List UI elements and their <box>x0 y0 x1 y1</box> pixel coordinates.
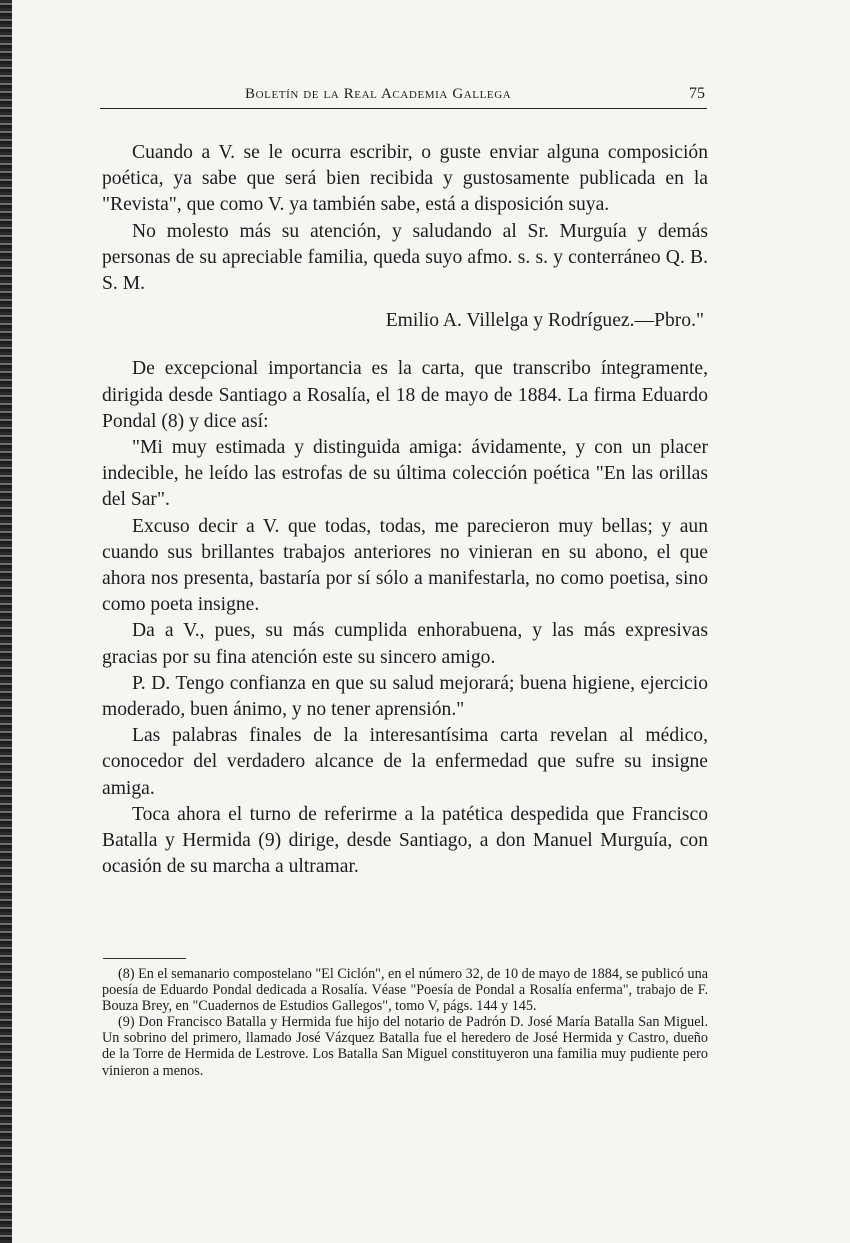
paragraph: Toca ahora el turno de referirme a la patética despedida que Francisco Batalla y Hermida (9) dirige, desde Santiago, a don Manuel Murguía, con ocasión de su marcha a ultramar. <box>102 803 708 878</box>
paragraph: Cuando a V. se le ocurra escribir, o guste enviar alguna composición poética, ya sabe que será bien recibida y gustosamente publicada en la "Revista", que como V. ya también sabe, está a disposición suya. <box>102 142 708 216</box>
paragraph: De excepcional importancia es la carta, que transcribo íntegramente, dirigida desde Santiago a Rosalía, el 18 de mayo de 1884. La firma Eduardo Pondal (8) y dice así: <box>102 358 708 432</box>
paragraph: Las palabras finales de la interesantísima carta revelan al médico, conocedor del verdadero alcance de la enfermedad que sufre su insigne amiga. <box>102 725 708 799</box>
running-title: Boletín de la Real Academia Gallega <box>245 86 512 102</box>
running-header <box>100 82 707 109</box>
footnote: (8) En el semanario compostelano "El Ciclón", en el número 32, de 10 de mayo de 1884, se publicó una poesía de Eduardo Pondal dedicada a Rosalía. Véase "Poesía de Pondal a Rosalía enferma", trabajo de F. Bouza Brey, en "Cuadernos de Estudios Gallegos", tomo V, págs. 144 y 145. <box>102 966 708 1015</box>
paragraph: Excuso decir a V. que todas, todas, me parecieron muy bellas; y aun cuando sus brillantes trabajos anteriores no vinieran en su abono, el que ahora nos presenta, bastaría por sí sólo a manifestarla, no como poetisa, sino como poeta insigne. <box>102 515 708 616</box>
footnote: (9) Don Francisco Batalla y Hermida fue hijo del notario de Padrón D. José María Batalla San Miguel. Un sobrino del primero, llamado José Vázquez Batalla fue el heredero de José Hermida y Castro, dueño de la Torre de Hermida de Lestrove. Los Batalla San Miguel constituyeron una familia muy pudiente pero vinieron a menos. <box>102 1014 708 1079</box>
letter-signature: Emilio A. Villelga y Rodríguez.—Pbro." <box>385 310 704 332</box>
page-number: 75 <box>689 85 705 102</box>
footnote-divider <box>103 958 186 959</box>
main-text <box>102 140 708 880</box>
paragraph: P. D. Tengo confianza en que su salud mejorará; buena higiene, ejercicio moderado, buen ánimo, y no tener aprensión." <box>102 672 708 721</box>
paragraph: No molesto más su atención, y saludando al Sr. Murguía y demás personas de su apreciable familia, queda suyo afmo. s. s. y conterráneo Q. B. S. M. <box>102 220 708 295</box>
footnotes <box>102 966 708 1079</box>
paragraph: "Mi muy estimada y distinguida amiga: ávidamente, y con un placer indecible, he leído las estrofas de su última colección poética "En las orillas del Sar". <box>102 437 708 511</box>
paragraph: Da a V., pues, su más cumplida enhorabuena, y las más expresivas gracias por su fina atención este su sincero amigo. <box>102 620 708 668</box>
